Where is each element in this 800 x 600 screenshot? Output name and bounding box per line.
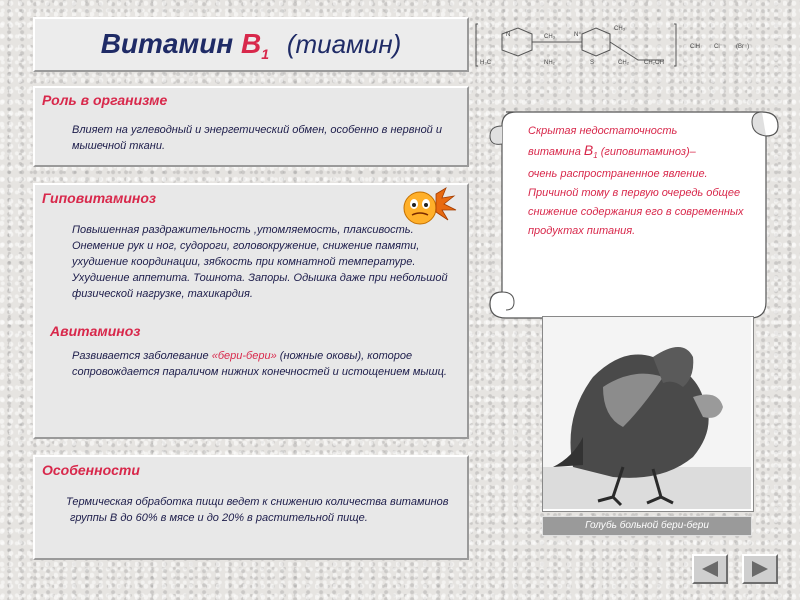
next-arrow-icon xyxy=(750,560,770,578)
scroll-line: очень распространенное явление. xyxy=(528,168,708,181)
formula-atom: S xyxy=(590,60,595,66)
avitaminosis-text-start: Развивается заболевание xyxy=(72,350,212,362)
title-word: Витамин xyxy=(100,27,234,59)
scroll-text xyxy=(528,122,760,241)
avitaminosis-text-end: (ножные оковы), которое сопровождается параличом нижних конечностей и истощением мышц. xyxy=(72,350,447,378)
title-letter: B xyxy=(241,27,262,59)
scroll-line2-suffix: (гиповитаминоз)– xyxy=(597,146,696,158)
formula-atom: CH₂ xyxy=(618,60,629,66)
scroll-line xyxy=(528,141,760,165)
formula-atom: CH₃ xyxy=(614,26,626,32)
formula-atom: N xyxy=(506,32,511,38)
scroll-vitamin-letter: В xyxy=(583,142,594,158)
prev-button[interactable] xyxy=(692,554,728,584)
scroll-vitamin-subscript: 1 xyxy=(593,151,598,161)
features-heading: Особенности xyxy=(42,462,140,478)
beriberi-highlight: «бери-бери» xyxy=(211,350,277,362)
formula-atom: ClH xyxy=(690,44,700,50)
role-text: Влияет на углеводный и энергетический обмен, особенно в нервной и мышечной ткани. xyxy=(72,124,442,152)
formula-atom: N⁺ xyxy=(574,32,582,38)
pigeon-image xyxy=(543,317,751,509)
hypovitaminosis-heading: Гиповитаминоз xyxy=(42,190,157,206)
photo-caption: Голубь больной бери-бери xyxy=(542,516,752,536)
scroll-line: Скрытая недостаточность xyxy=(528,125,678,137)
smiley-icon xyxy=(396,184,460,228)
role-heading: Роль в организме xyxy=(42,92,168,108)
title-subscript: 1 xyxy=(261,45,270,62)
title-paren: (тиамин) xyxy=(286,28,402,59)
formula-atom: CH₃ xyxy=(544,34,556,40)
formula-atom: NH₂ xyxy=(544,60,555,66)
prev-arrow-icon xyxy=(700,560,720,578)
formula-atom: (Br⁻) xyxy=(736,44,750,50)
next-button[interactable] xyxy=(742,554,778,584)
formula-atom: H₃C xyxy=(480,60,492,66)
formula-atom: Cl⁻ xyxy=(714,44,723,50)
thiamine-formula xyxy=(474,20,794,70)
features-text: Термическая обработка пищи ведет к снижению количества витаминов группы В до 60% в мясе и до 20% в растительной пище. xyxy=(66,496,449,524)
hypovitaminosis-text: Повышенная раздражительность ,утомляемость, плаксивость. Онемение рук и ног, судороги, головокружение, снижение памяти, ухудшение координации, зябкость при комнатной температуре. Ухудшение аппетита. Тошнота. Запоры. Одышка даже при небольшой физической нагрузке, тахикардия. xyxy=(72,224,448,300)
avitaminosis-heading: Авитаминоз xyxy=(50,323,141,339)
avitaminosis-text xyxy=(72,348,462,380)
page-title xyxy=(101,28,402,62)
formula-atom: CH₂OH xyxy=(644,60,664,66)
title-box xyxy=(33,17,469,72)
pigeon-photo xyxy=(542,316,754,512)
scroll-line2-prefix: витамина xyxy=(528,146,584,158)
scroll-line: Причиной тому в первую очередь общее снижение содержания его в современных продуктах питания. xyxy=(528,187,744,238)
